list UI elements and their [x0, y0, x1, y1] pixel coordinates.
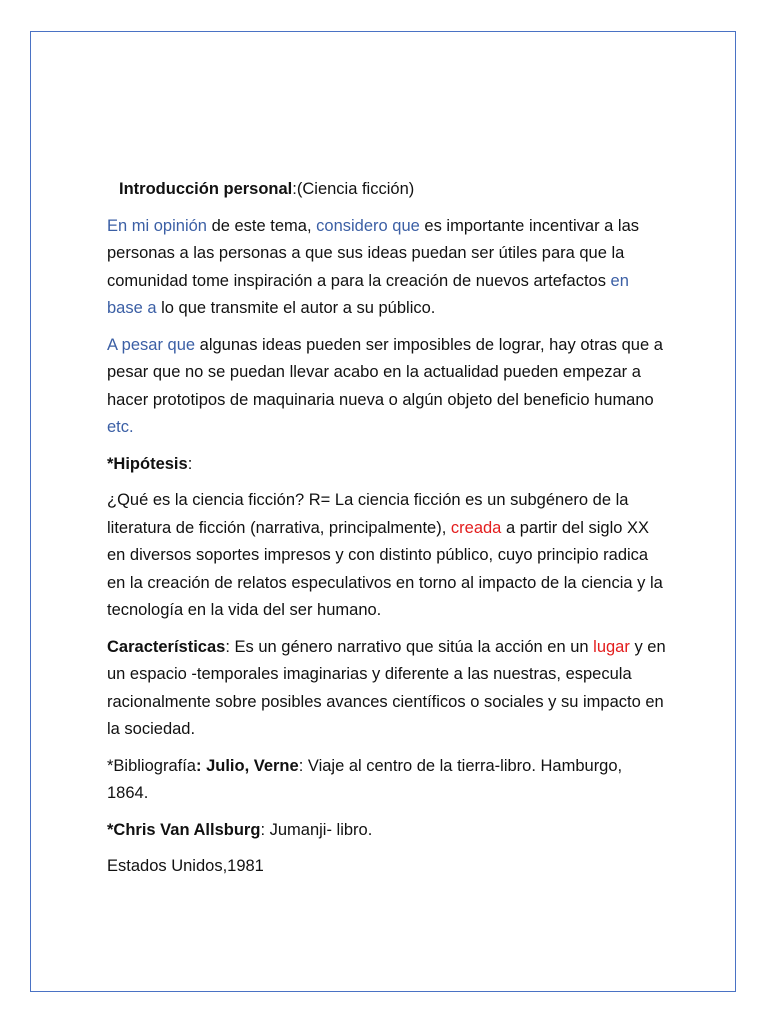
- body-text: de este tema,: [206, 216, 317, 235]
- bibliography-text-2: : Jumanji- libro.: [260, 820, 373, 839]
- paragraph-definition: [107, 487, 667, 625]
- bibliography-entry: [107, 753, 667, 808]
- hypothesis-bold: *Hipótesis: [107, 454, 188, 473]
- intro-title-bold: Introducción personal: [119, 180, 293, 198]
- hypothesis-heading: [107, 451, 667, 479]
- hypothesis-colon: :: [187, 454, 193, 473]
- body-text: ¿Qué es la ciencia ficción? R= La ciencia ficción es un subgénero de la literatura de ficción (narrativa, principalmente),: [107, 491, 629, 537]
- body-text: es importante incentivar a las personas a las personas a que sus ideas puedan ser útiles para que la comunidad tome inspiración a para la creación de nuevos artefactos: [107, 216, 640, 290]
- connector-text: en base a: [107, 271, 629, 317]
- body-text: a partir del siglo XX en diversos soportes impresos y con distinto público, cuyo principio radica en la creación de relatos especulativos en torno al impacto de la ciencia y la tecnología en la vida del ser humano.: [107, 518, 663, 619]
- body-text: algunas ideas pueden ser imposibles de lograr, hay otras que a pesar que no se puedan llevar acabo en la actualidad pueden empezar a hacer prototipos de maquinaria nueva o algún objeto del beneficio humano: [107, 335, 663, 409]
- bibliography-label: *Bibliografía: [107, 756, 196, 775]
- connector-text: etc.: [107, 418, 134, 436]
- bibliography-entry-2: [107, 817, 667, 845]
- connector-text: considero que: [316, 216, 420, 235]
- paragraph-despite: [107, 332, 667, 442]
- bibliography-entry-3: [107, 853, 667, 881]
- intro-title: [107, 176, 667, 204]
- intro-title-rest: :(Ciencia ficción): [292, 180, 415, 198]
- document-body: [107, 176, 667, 890]
- bibliography-text: : Viaje al centro de la tierra-libro. Hamburgo, 1864.: [107, 756, 623, 802]
- body-text: lo que transmite el autor a su público.: [156, 299, 436, 317]
- highlight-text: lugar: [593, 637, 630, 656]
- paragraph-features: [107, 634, 667, 744]
- bibliography-author: : Julio, Verne: [195, 756, 299, 775]
- bibliography-text-3: Estados Unidos,1981: [107, 857, 264, 875]
- connector-text: A pesar que: [107, 335, 196, 354]
- body-text: : Es un género narrativo que sitúa la acción en un: [225, 637, 594, 656]
- connector-text: En mi opinión: [107, 216, 207, 235]
- paragraph-opinion: [107, 213, 667, 323]
- highlight-text: creada: [450, 518, 502, 537]
- body-text: y en un espacio -temporales imaginarias y diferente a las nuestras, especula racionalmente sobre posibles avances científicos o sociales y su impacto en la sociedad.: [107, 637, 666, 738]
- document-page: [30, 31, 736, 992]
- bibliography-author-2: *Chris Van Allsburg: [107, 820, 261, 839]
- features-heading: Características: [107, 637, 226, 656]
